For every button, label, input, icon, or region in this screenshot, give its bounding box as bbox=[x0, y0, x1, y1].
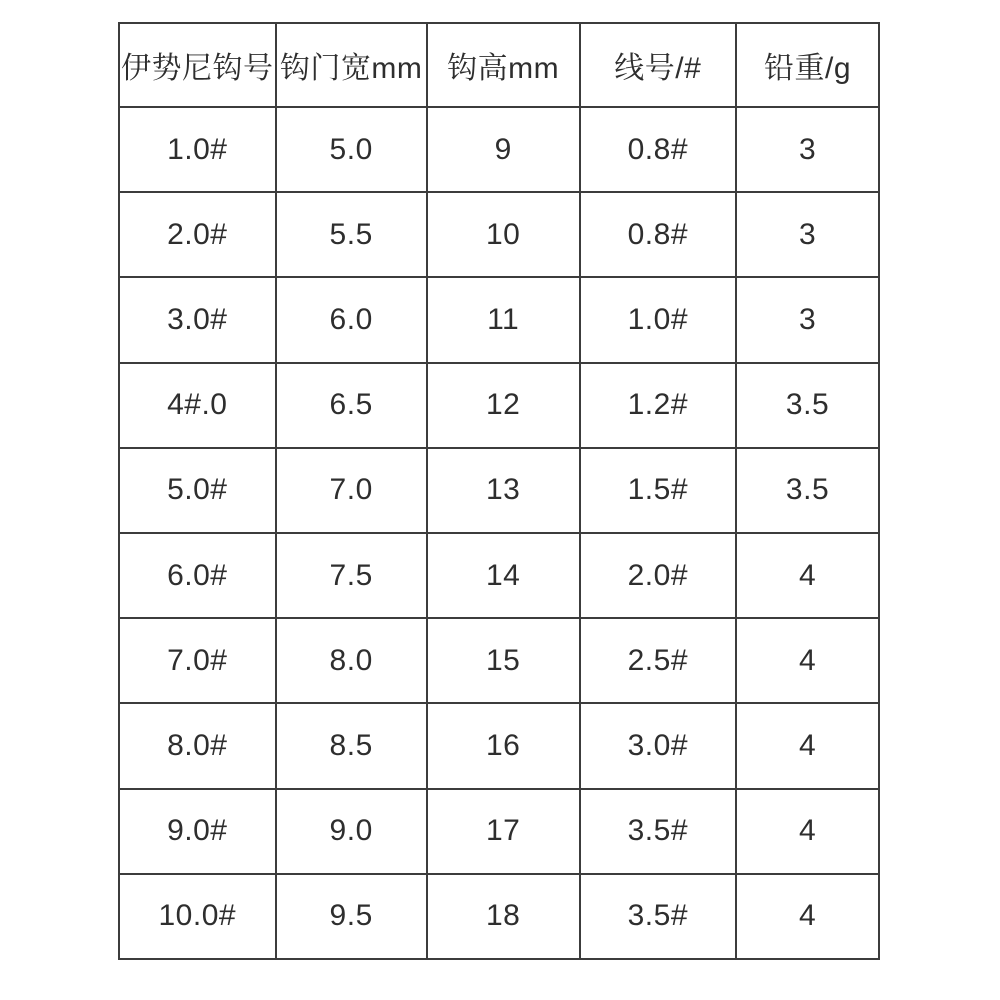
header-row bbox=[119, 23, 879, 107]
table-row bbox=[119, 874, 879, 959]
table-cell: 9.5 bbox=[276, 874, 427, 959]
table-cell: 7.0 bbox=[276, 448, 427, 533]
table-cell: 4 bbox=[736, 703, 879, 788]
table-cell: 4 bbox=[736, 618, 879, 703]
table-cell: 9 bbox=[427, 107, 580, 192]
table-cell: 3 bbox=[736, 277, 879, 362]
table-row bbox=[119, 448, 879, 533]
table-row bbox=[119, 107, 879, 192]
table-cell: 3.5# bbox=[580, 874, 737, 959]
table-cell: 3.0# bbox=[119, 277, 276, 362]
table-cell: 9.0# bbox=[119, 789, 276, 874]
table-cell: 8.5 bbox=[276, 703, 427, 788]
table-row bbox=[119, 789, 879, 874]
table-cell: 6.0 bbox=[276, 277, 427, 362]
table-cell: 4 bbox=[736, 533, 879, 618]
table-cell: 3.0# bbox=[580, 703, 737, 788]
hook-spec-table bbox=[118, 22, 880, 960]
table-cell: 18 bbox=[427, 874, 580, 959]
table-cell: 1.2# bbox=[580, 363, 737, 448]
table-cell: 2.0# bbox=[580, 533, 737, 618]
table-cell: 16 bbox=[427, 703, 580, 788]
table-cell: 5.5 bbox=[276, 192, 427, 277]
table-row bbox=[119, 618, 879, 703]
header-cell: 钩门宽mm bbox=[276, 23, 427, 107]
table-cell: 5.0# bbox=[119, 448, 276, 533]
table-row bbox=[119, 192, 879, 277]
table-cell: 3.5 bbox=[736, 448, 879, 533]
table-cell: 10 bbox=[427, 192, 580, 277]
table-cell: 2.0# bbox=[119, 192, 276, 277]
table-row bbox=[119, 533, 879, 618]
table-cell: 14 bbox=[427, 533, 580, 618]
header-cell: 伊势尼钩号 bbox=[119, 23, 276, 107]
table-cell: 2.5# bbox=[580, 618, 737, 703]
table-cell: 6.5 bbox=[276, 363, 427, 448]
table-cell: 17 bbox=[427, 789, 580, 874]
table-cell: 13 bbox=[427, 448, 580, 533]
table-cell: 3 bbox=[736, 107, 879, 192]
table-cell: 8.0# bbox=[119, 703, 276, 788]
table-cell: 4 bbox=[736, 789, 879, 874]
table-cell: 12 bbox=[427, 363, 580, 448]
table-cell: 4#.0 bbox=[119, 363, 276, 448]
header-cell: 铅重/g bbox=[736, 23, 879, 107]
table-cell: 1.5# bbox=[580, 448, 737, 533]
table-cell: 7.5 bbox=[276, 533, 427, 618]
header-cell: 线号/# bbox=[580, 23, 737, 107]
table-cell: 8.0 bbox=[276, 618, 427, 703]
table-cell: 7.0# bbox=[119, 618, 276, 703]
table-cell: 10.0# bbox=[119, 874, 276, 959]
table-row bbox=[119, 363, 879, 448]
header-cell: 钩高mm bbox=[427, 23, 580, 107]
table-cell: 3 bbox=[736, 192, 879, 277]
table-cell: 0.8# bbox=[580, 107, 737, 192]
table-row bbox=[119, 703, 879, 788]
table-cell: 15 bbox=[427, 618, 580, 703]
table-cell: 1.0# bbox=[580, 277, 737, 362]
table-cell: 4 bbox=[736, 874, 879, 959]
table-cell: 0.8# bbox=[580, 192, 737, 277]
table-cell: 5.0 bbox=[276, 107, 427, 192]
table-cell: 6.0# bbox=[119, 533, 276, 618]
table-body bbox=[119, 107, 879, 959]
table-cell: 3.5# bbox=[580, 789, 737, 874]
table-cell: 3.5 bbox=[736, 363, 879, 448]
table-row bbox=[119, 277, 879, 362]
table-cell: 11 bbox=[427, 277, 580, 362]
table-cell: 9.0 bbox=[276, 789, 427, 874]
table-cell: 1.0# bbox=[119, 107, 276, 192]
